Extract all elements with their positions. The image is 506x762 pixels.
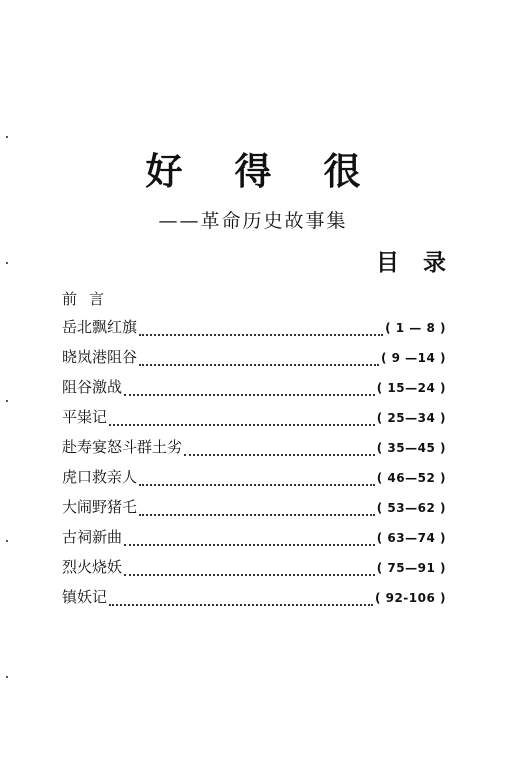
toc-entry-pages: ( 63—74 ) <box>376 531 446 545</box>
scan-speck <box>6 400 8 402</box>
toc-entry <box>62 496 446 526</box>
toc-entry-title: 古祠新曲 <box>62 528 123 546</box>
scan-speck <box>6 136 8 138</box>
dot-leader <box>139 364 379 366</box>
toc-entry <box>62 346 446 376</box>
toc-entry-pages: ( 15—24 ) <box>376 381 446 395</box>
scan-speck <box>6 262 8 264</box>
toc-entry-title: 平粜记 <box>62 408 108 426</box>
dot-leader <box>184 454 375 456</box>
preface-entry: 前言 <box>62 290 117 308</box>
toc-entry-title: 赴寿宴怒斗群土劣 <box>62 438 183 456</box>
toc-entry-pages: ( 9 —14 ) <box>380 351 446 365</box>
toc-entry-title: 烈火烧妖 <box>62 558 123 576</box>
toc-entry-title: 阻谷激战 <box>62 378 123 396</box>
toc-entry-title: 虎口救亲人 <box>62 468 138 486</box>
contents-heading: 目录 <box>376 249 470 276</box>
dot-leader <box>139 514 375 516</box>
toc-entry <box>62 586 446 616</box>
table-of-contents <box>62 316 446 616</box>
dot-leader <box>109 424 375 426</box>
toc-entry <box>62 526 446 556</box>
toc-entry-pages: ( 35—45 ) <box>376 441 446 455</box>
toc-entry <box>62 556 446 586</box>
toc-entry <box>62 466 446 496</box>
toc-entry-title: 大闹野猪乇 <box>62 498 138 516</box>
dot-leader <box>139 334 383 336</box>
dot-leader <box>109 604 373 606</box>
toc-entry-pages: ( 75—91 ) <box>376 561 446 575</box>
toc-entry-title: 镇妖记 <box>62 588 108 606</box>
toc-entry-pages: ( 92-106 ) <box>374 591 446 605</box>
book-title: 好得很 <box>145 149 413 193</box>
dot-leader <box>124 574 375 576</box>
dot-leader <box>124 544 375 546</box>
toc-entry-pages: ( 53—62 ) <box>376 501 446 515</box>
toc-entry-pages: ( 25—34 ) <box>376 411 446 425</box>
scan-speck <box>6 540 8 542</box>
scan-speck <box>6 676 8 678</box>
toc-entry <box>62 406 446 436</box>
toc-entry-title: 晓岚港阻谷 <box>62 348 138 366</box>
toc-entry <box>62 316 446 346</box>
dot-leader <box>124 394 375 396</box>
toc-entry <box>62 436 446 466</box>
dot-leader <box>139 484 375 486</box>
toc-entry <box>62 376 446 406</box>
toc-entry-title: 岳北飘红旗 <box>62 318 138 336</box>
toc-entry-pages: ( 1 — 8 ) <box>385 321 446 335</box>
toc-entry-pages: ( 46—52 ) <box>376 471 446 485</box>
book-subtitle: ——革命历史故事集 <box>158 210 348 232</box>
